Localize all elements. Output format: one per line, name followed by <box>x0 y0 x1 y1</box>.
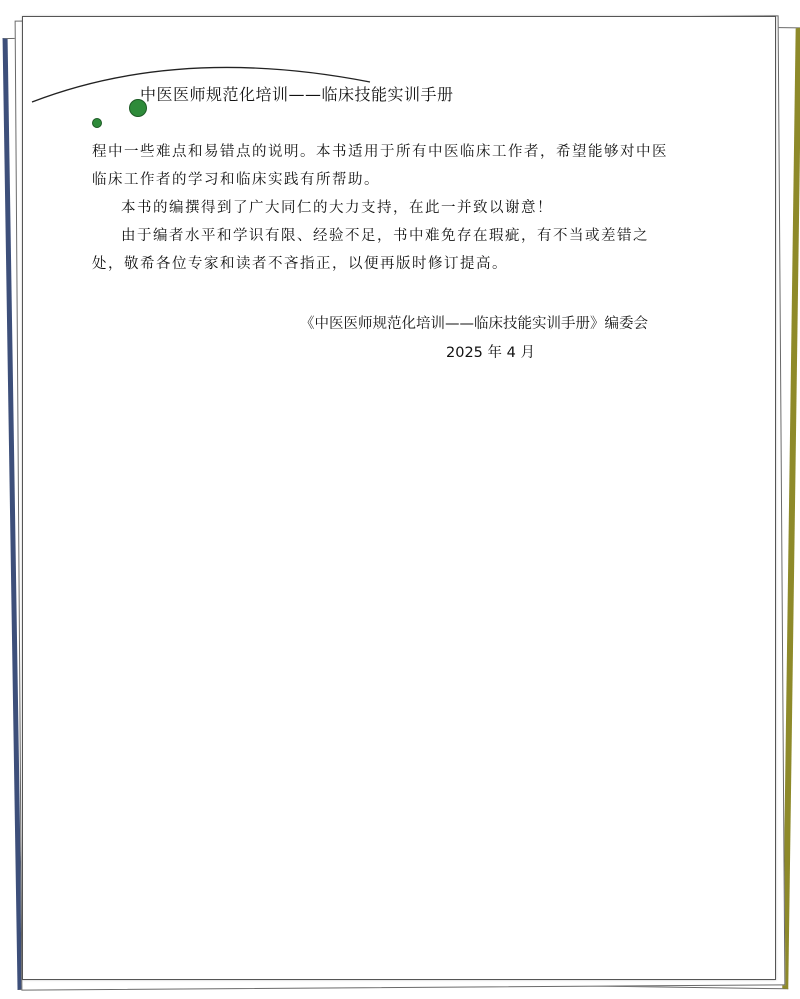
editorial-committee: 《中医医师规范化培训——临床技能实训手册》编委会 <box>300 316 648 332</box>
preface-body <box>92 138 678 278</box>
paragraph: 本书的编撰得到了广大同仁的大力支持，在此一并致以谢意！ <box>121 200 553 216</box>
signature-block <box>300 312 680 362</box>
header-decoration <box>0 0 800 140</box>
publication-date: 2025 年 4 月 <box>446 345 535 361</box>
running-header-title: 中医医师规范化培训——临床技能实训手册 <box>140 85 454 104</box>
header-dot-small <box>93 119 102 128</box>
paragraph: 由于编者水平和学识有限、经验不足，书中难免存在瑕疵，有不当或差错之处，敬希各位专家和读者不吝指正，以便再版时修订提高。 <box>92 228 649 272</box>
paragraph: 程中一些难点和易错点的说明。本书适用于所有中医临床工作者，希望能够对中医临床工作者的学习和临床实践有所帮助。 <box>92 144 668 188</box>
